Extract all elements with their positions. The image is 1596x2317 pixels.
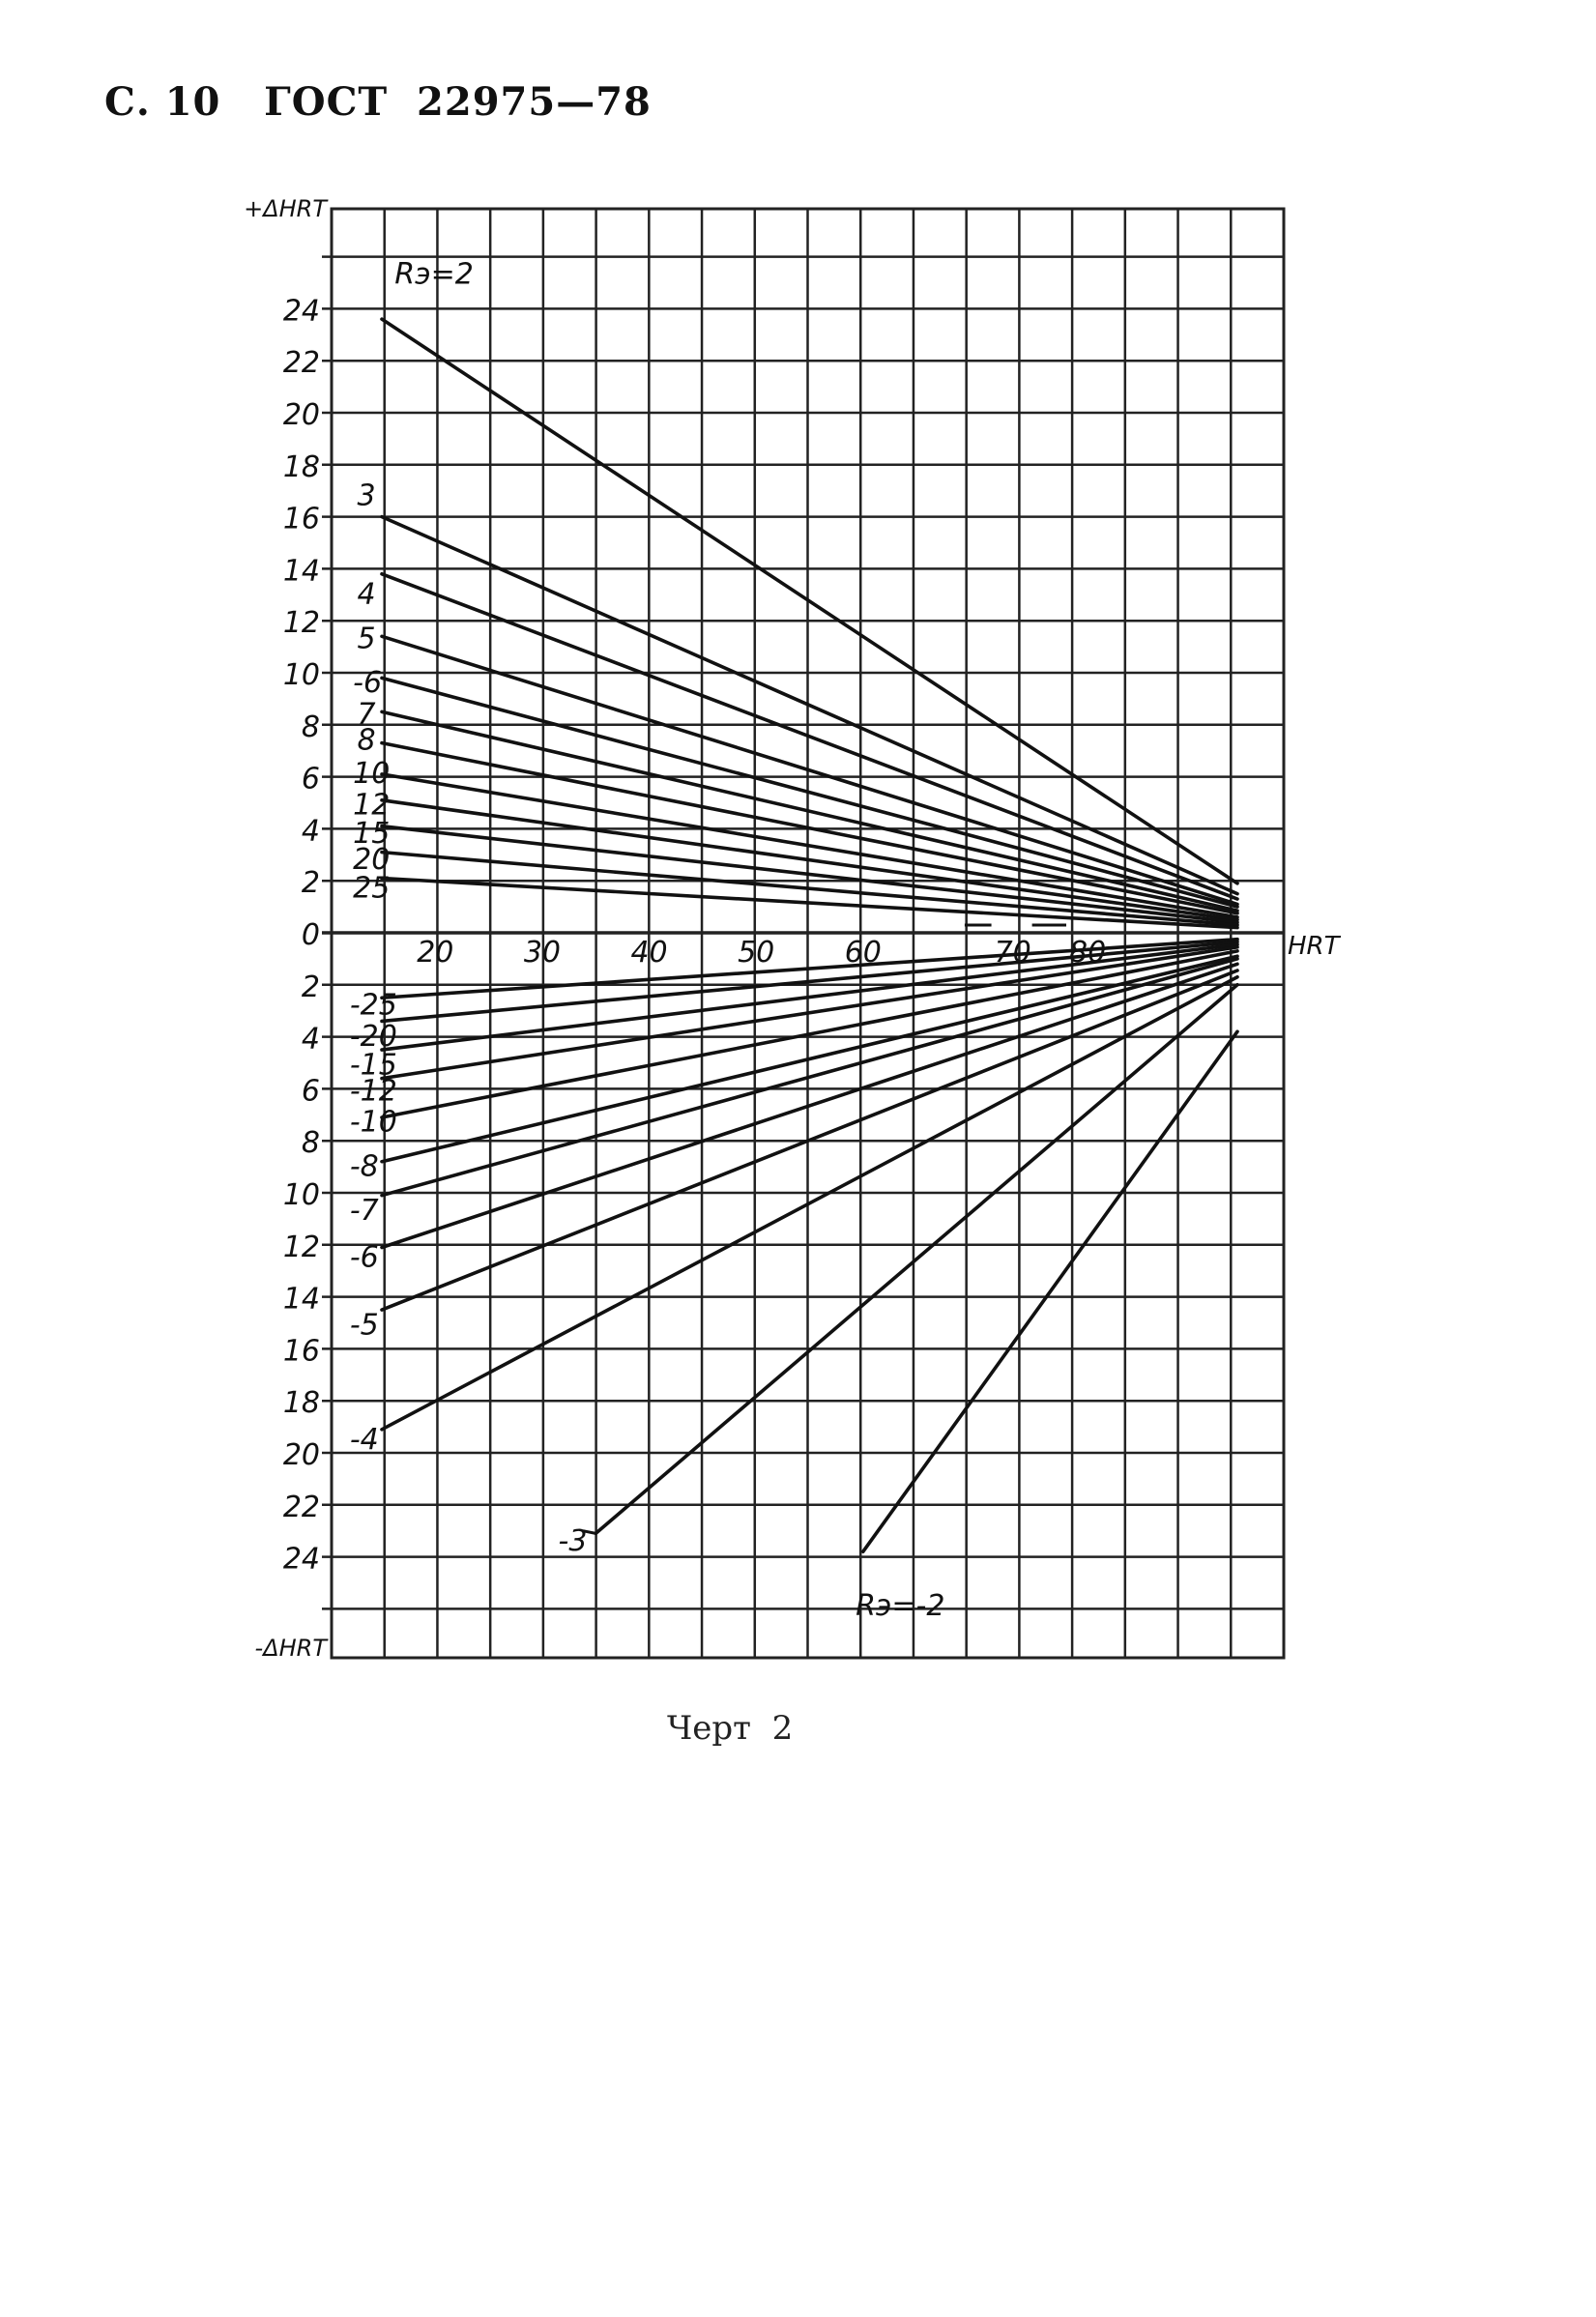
- series-label: -6: [353, 666, 383, 701]
- series-line: [382, 826, 1237, 923]
- series-label: 12: [353, 788, 391, 823]
- y-tick-label: 20: [282, 1438, 320, 1472]
- x-tick-label: 60: [844, 936, 882, 970]
- series-label: -6: [349, 1240, 379, 1275]
- series-label: 5: [357, 622, 376, 656]
- series-label: -4: [349, 1422, 379, 1457]
- y-tick-label: 16: [282, 1334, 320, 1369]
- series-line: [382, 517, 1237, 894]
- y-tick-label: 22: [282, 1490, 320, 1524]
- series-label: 4: [357, 577, 376, 612]
- y-tick-label: 2: [301, 866, 320, 901]
- y-tick-label: 14: [282, 1282, 320, 1317]
- series-line: [863, 1031, 1237, 1551]
- series-label: 7: [357, 697, 376, 732]
- labels: [244, 195, 1342, 1662]
- x-tick-label: 40: [630, 936, 668, 970]
- series-label: 15: [353, 817, 391, 852]
- y-tick-label: 10: [282, 1178, 320, 1212]
- series-line: [595, 985, 1237, 1534]
- y-axis-label-bottom: -ΔHRT: [254, 1635, 327, 1662]
- figure-caption: Черт 2: [667, 1709, 794, 1748]
- series-line: [382, 959, 1237, 1196]
- y-tick-label: 6: [301, 762, 320, 796]
- y-tick-label: 24: [282, 1542, 320, 1577]
- series-label: -8: [349, 1149, 379, 1184]
- x-tick-label: 50: [738, 936, 775, 970]
- x-tick-label: 30: [523, 936, 562, 970]
- x-tick-label: 70: [994, 936, 1031, 970]
- y-tick-label: 4: [301, 814, 320, 849]
- page-header: С. 10 ГОСТ 22975—78: [104, 79, 652, 125]
- x-tick-label: 80: [1069, 936, 1107, 970]
- series-label: 25: [353, 871, 391, 906]
- series-label: -7: [349, 1194, 379, 1229]
- y-tick-label: 18: [282, 449, 320, 484]
- series-label: Rэ=2: [394, 257, 474, 292]
- series-lines: [382, 319, 1237, 1551]
- y-tick-label: 20: [282, 398, 320, 432]
- series-label: -15: [349, 1048, 397, 1083]
- series-line: [382, 574, 1237, 899]
- series-line: [382, 774, 1237, 917]
- y-tick-label: 8: [301, 710, 320, 744]
- series-label: -3: [558, 1523, 588, 1558]
- y-tick-label: 0: [301, 918, 320, 952]
- y-tick-label: 6: [301, 1074, 320, 1109]
- series-label: 8: [357, 723, 376, 758]
- series-label: 10: [353, 757, 391, 792]
- y-tick-label: 10: [282, 658, 320, 692]
- series-label: Rэ=-2: [856, 1589, 945, 1624]
- series-label: -12: [349, 1074, 397, 1109]
- series-label: -5: [349, 1308, 379, 1343]
- series-line: [382, 941, 1237, 1021]
- series-label: -25: [349, 988, 397, 1023]
- grid: [322, 209, 1284, 1658]
- series-label: -20: [349, 1019, 397, 1054]
- y-tick-label: 22: [282, 346, 320, 381]
- x-tick-label: 20: [417, 936, 454, 970]
- series-line: [382, 678, 1237, 907]
- y-tick-label: 12: [282, 1230, 320, 1264]
- y-tick-label: 12: [282, 606, 320, 641]
- y-axis-label-top: +ΔHRT: [244, 195, 327, 222]
- series-label: 20: [353, 842, 391, 877]
- y-tick-label: 8: [301, 1126, 320, 1161]
- series-label: 3: [357, 478, 376, 513]
- y-tick-label: 16: [282, 502, 320, 536]
- x-axis-label: HRT: [1288, 932, 1340, 961]
- y-tick-label: 14: [282, 554, 320, 589]
- y-tick-label: 2: [301, 970, 320, 1004]
- y-tick-label: 4: [301, 1022, 320, 1057]
- y-tick-label: 18: [282, 1386, 320, 1421]
- series-line: [382, 319, 1237, 883]
- series-label: -10: [349, 1105, 397, 1140]
- y-tick-label: 24: [282, 294, 320, 329]
